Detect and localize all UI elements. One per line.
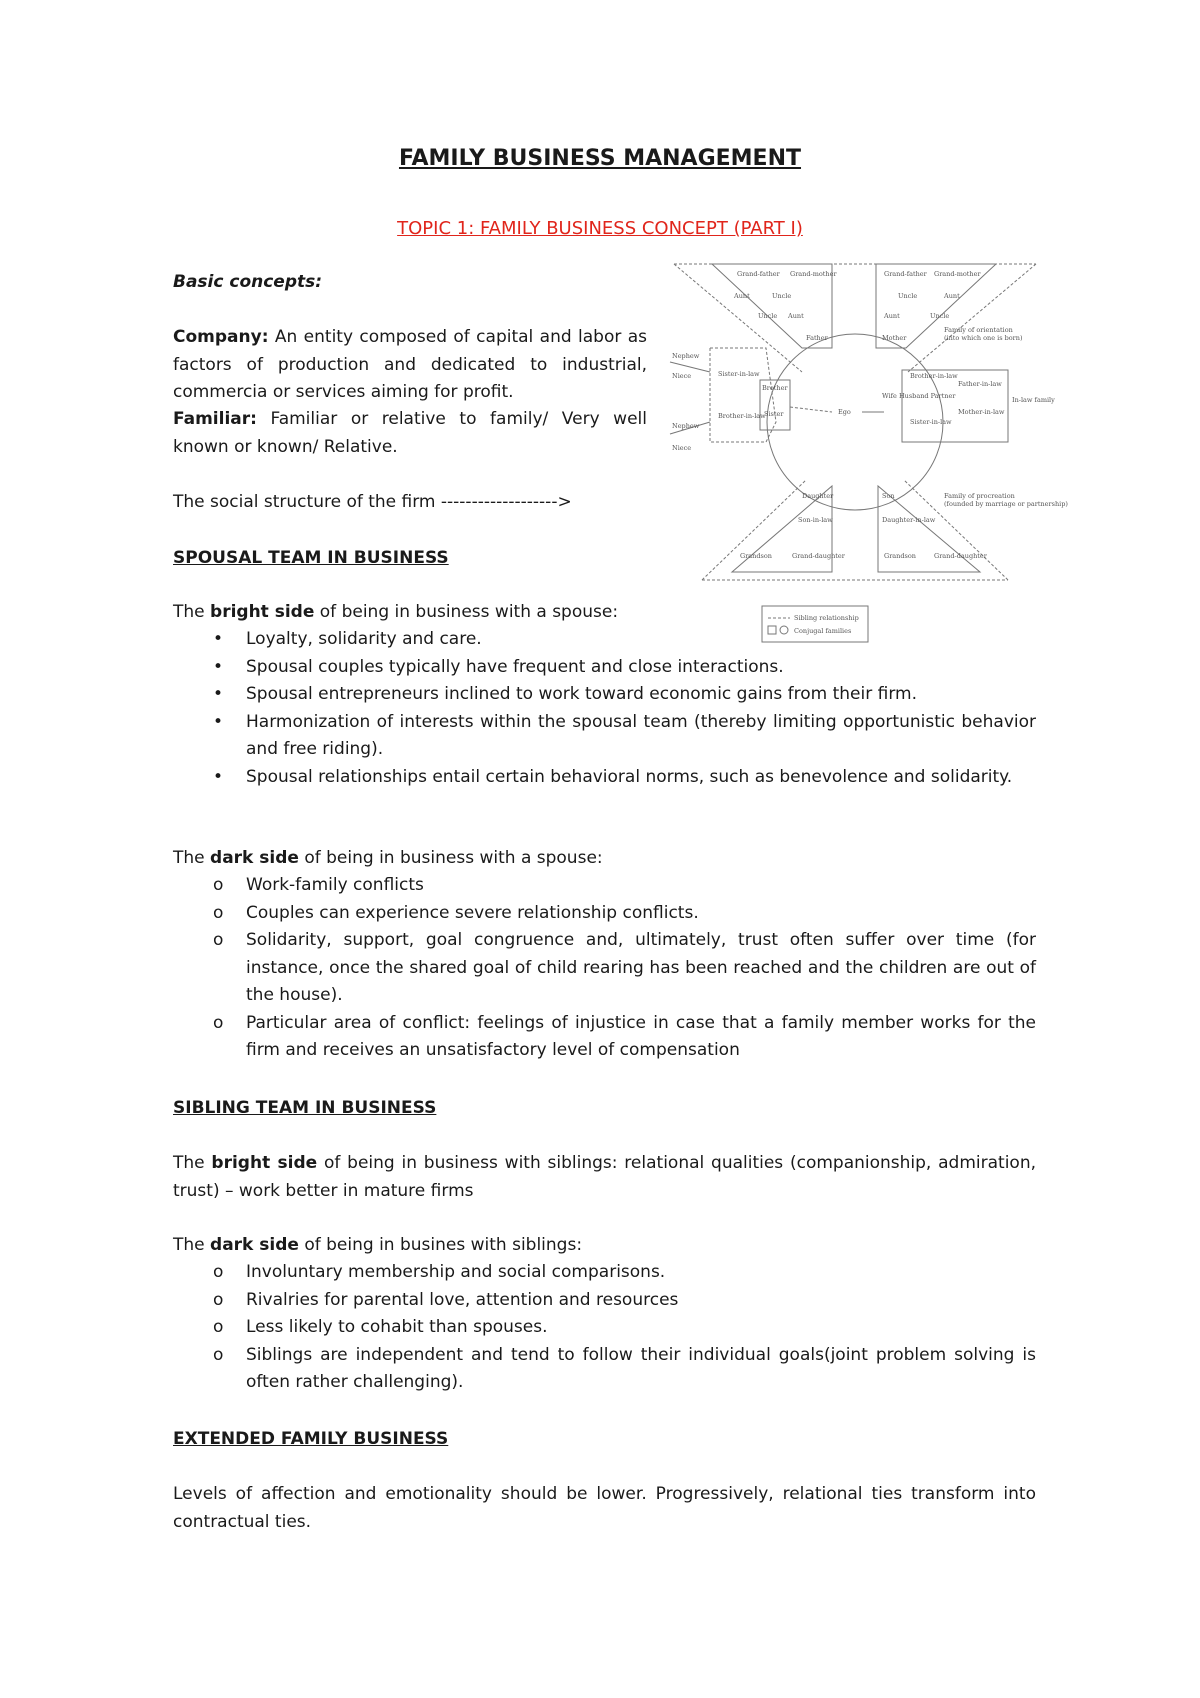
extended-heading: EXTENDED FAMILY BUSINESS [173,1429,449,1449]
diagram-label: Father-in-law [958,380,1002,388]
diagram-label: Niece [672,444,692,452]
list-item-text: Spousal entrepreneurs inclined to work toward economic gains from their firm. [246,684,917,704]
bullet-icon: • [213,656,224,677]
diagram-label: Sister [764,410,784,418]
intro-text: of being in business with a spouse: [314,602,619,622]
diagram-label: Niece [672,372,692,380]
dark-side-label: dark side [210,848,299,868]
diagram-label: Grandson [884,552,916,560]
list-item-text: Rivalries for parental love, attention and resources [246,1289,679,1310]
list-item-text: Couples can experience severe relationship conflicts. [246,902,699,923]
diagram-label: Grand-mother [790,270,837,278]
sibling-heading: SIBLING TEAM IN BUSINESS [173,1098,437,1118]
bullet-icon: • [213,629,224,649]
diagram-label: Mother [882,334,907,342]
extended-paragraph: Levels of affection and emotionality should be lower. Progressively, relational ties transform into contractual ties. [173,1484,1036,1532]
list-item [173,927,1036,1010]
familiar-term: Familiar: [173,409,257,429]
diagram-label: Uncle [772,292,792,300]
intro-text: of being in business with a spouse: [298,848,603,868]
circle-bullet-icon: o [213,1317,224,1337]
diagram-label: Aunt [734,292,750,300]
list-item-text: Loyalty, solidarity and care. [246,629,482,649]
list-item [173,654,1036,682]
bright-side-label: bright side [210,602,315,622]
spousal-heading: SPOUSAL TEAM IN BUSINESS [173,548,449,568]
list-item-text: Involuntary membership and social comparisons. [246,1262,666,1282]
diagram-label: Uncle [758,312,778,320]
diagram-label: Daughter [802,492,834,500]
diagram-label: Sibling relationship [794,614,859,622]
circle-bullet-icon: o [213,1012,224,1033]
diagram-label: Sister-in-law [718,370,760,378]
circle-bullet-icon: o [213,1262,224,1282]
circle-bullet-icon: o [213,1344,224,1365]
diagram-label: (into which one is born) [944,334,1023,342]
bright-side-label: bright side [211,1153,318,1173]
list-item-text: Harmonization of interests within the spousal team (thereby limiting opportunistic behavior and free riding). [246,711,1036,759]
diagram-label: Conjugal families [794,627,852,635]
diagram-label: Sister-in-law [910,418,952,426]
list-item [173,709,1036,764]
list-item [173,681,1036,709]
diagram-label: Uncle [898,292,918,300]
diagram-label: Family of procreation [944,492,1015,500]
circle-bullet-icon: o [213,1289,224,1310]
paragraph-text: of being in business with siblings: relational qualities (companionship, admiration, trust) – work better in mature firms [173,1153,1036,1201]
diagram-label: Aunt [788,312,804,320]
list-item [173,1314,1036,1342]
bullet-icon: • [213,711,224,732]
familiar-definition [173,406,647,461]
diagram-label: Ego [838,408,851,416]
familiar-text: Familiar or relative to family/ Very well known or known/ Relative. [173,409,647,457]
diagram-label: Daughter-in-law [882,516,936,524]
diagram-label: Grand-daughter [792,552,845,560]
diagram-label: Grand-father [737,270,780,278]
social-structure-line: The social structure of the firm -------------------> [173,492,572,512]
circle-bullet-icon: o [213,930,224,950]
document-title: FAMILY BUSINESS MANAGEMENT [398,146,802,171]
list-item [173,1287,1036,1315]
diagram-label: Family of orientation [944,326,1013,334]
diagram-label: Son-in-law [798,516,833,524]
diagram-label: Nephew [672,422,700,430]
circle-bullet-icon: o [213,875,224,895]
list-item-text: Less likely to cohabit than spouses. [246,1317,548,1337]
spousal-bright-list [173,626,1036,791]
list-item [173,1342,1036,1397]
diagram-label: Grand-father [884,270,927,278]
diagram-label: Wife Husband Partner [882,392,956,400]
basic-concepts-label: Basic concepts: [173,272,323,292]
list-item [173,764,1036,792]
dark-side-label: dark side [210,1235,299,1255]
sibling-bright-paragraph [173,1150,1036,1205]
list-item-text: Work-family conflicts [246,875,424,895]
list-item-text: Solidarity, support, goal congruence and, ultimately, trust often suffer over time (for instance, once the shared goal of child rearing has been reached and the children are out of the house). [246,930,1036,1005]
intro-text: The [173,1153,212,1173]
intro-text: of being in busines with siblings: [298,1235,583,1255]
diagram-label: Brother-in-law [718,412,766,420]
circle-bullet-icon: o [213,902,224,923]
diagram-label: Aunt [944,292,960,300]
list-item [173,1010,1036,1065]
intro-text: The [173,1235,211,1255]
company-text: An entity composed of capital and labor as factors of production and dedicated to industrial, commercia or services aiming for profit. [173,327,647,402]
diagram-label: Son [882,492,895,500]
diagram-label: Aunt [884,312,900,320]
spousal-dark-list [173,872,1036,1065]
list-item-text: Siblings are independent and tend to follow their individual goals(joint problem solving is often rather challenging). [246,1344,1036,1392]
diagram-label: Mother-in-law [958,408,1005,416]
company-term: Company: [173,327,269,347]
family-structure-diagram [662,262,1068,644]
spousal-bright-intro [173,599,618,627]
list-item-text: Spousal relationships entail certain behavioral norms, such as benevolence and solidarity. [246,766,1013,787]
diagram-label: Brother-in-law [910,372,958,380]
company-definition [173,324,647,407]
bullet-icon: • [213,684,224,704]
diagram-label: Nephew [672,352,700,360]
spousal-dark-intro [173,845,603,873]
list-item-text: Spousal couples typically have frequent and close interactions. [246,656,784,677]
diagram-label: Grand-mother [934,270,981,278]
bullet-icon: • [213,766,224,787]
list-item [173,626,1036,654]
diagram-label: Uncle [930,312,950,320]
list-item [173,1259,1036,1287]
diagram-label: (founded by marriage or partnership) [944,500,1068,508]
sibling-dark-list [173,1259,1036,1397]
intro-text: The [173,848,211,868]
list-item [173,900,1036,928]
intro-text: The [173,602,211,622]
diagram-label: Brother [762,384,788,392]
diagram-label: In-law family [1012,396,1055,404]
diagram-label: Father [806,334,828,342]
list-item [173,872,1036,900]
topic-heading: TOPIC 1: FAMILY BUSINESS CONCEPT (PART I) [397,218,803,239]
diagram-label: Grand-daughter [934,552,987,560]
diagram-label: Grandson [740,552,772,560]
sibling-dark-intro [173,1232,582,1260]
list-item-text: Particular area of conflict: feelings of injustice in case that a family member works for the firm and receives an unsatisfactory level of compensation [246,1012,1036,1060]
